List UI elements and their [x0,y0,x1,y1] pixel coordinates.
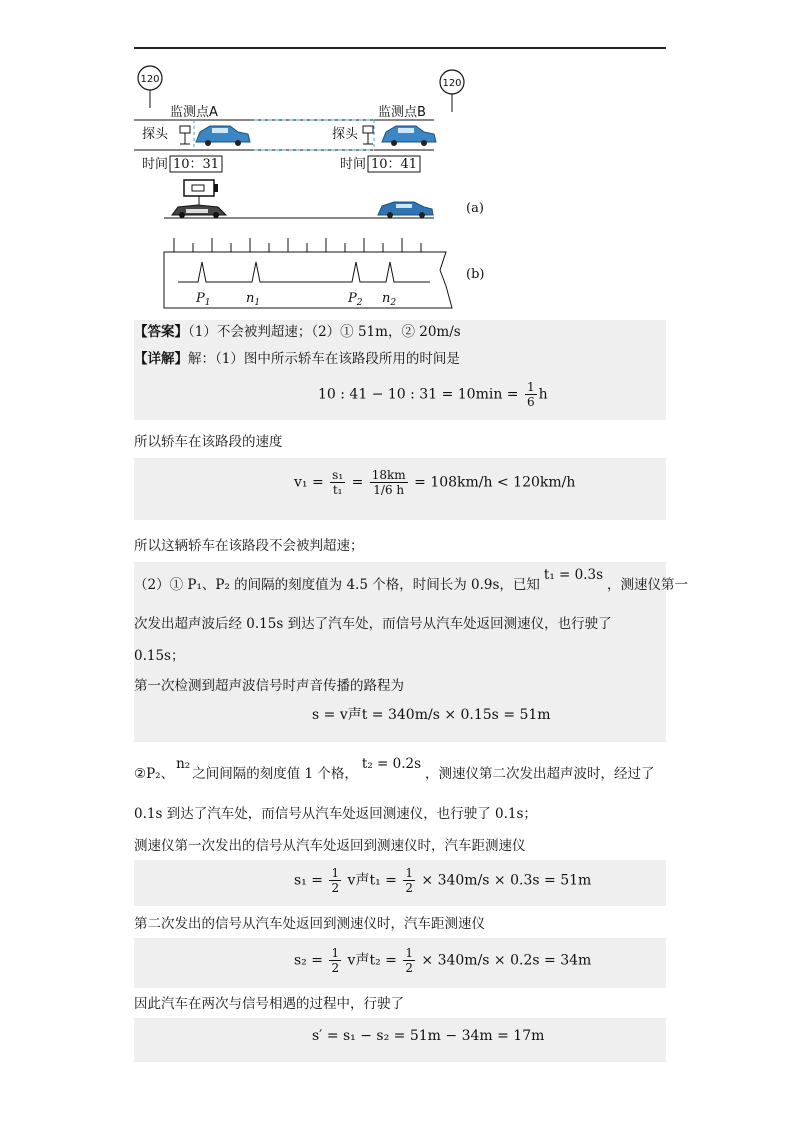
equation-s1: s₁ = $\frac{1}{2}$ v声t₁ = $\frac{1}{2}$ × 340m/s × 0.3s = 51m [294,866,592,895]
pulse-n1-label: $n_1$ [246,291,261,308]
paragraph: 测速仪第一次发出的信号从汽车处返回到测速仪时，汽车距测速仪 [134,838,526,854]
physics-figure [134,60,514,315]
time-a-value: 10：31 [172,157,220,172]
camera-probe-icon [180,126,190,144]
svg-text:120: 120 [442,78,462,89]
equation-sound-distance: s = v声t = 340m/s × 0.15s = 51m [312,707,551,723]
probe-a-label: 探头 [142,127,169,142]
svg-text:120: 120 [140,74,160,85]
pulse-n2-label: $n_2$ [382,291,397,308]
time-b-label: 时间 [340,157,367,172]
time-a-label: 时间 [142,157,169,172]
equation-s2: s₂ = $\frac{1}{2}$ v声t₂ = $\frac{1}{2}$ × 340m/s × 0.2s = 34m [294,946,592,975]
paragraph: 第一次检测到超声波信号时声音传播的路程为 [134,678,404,694]
pulse-p1-label: $P_1$ [196,291,211,308]
speed-meter-icon [184,180,218,205]
police-car-icon [172,205,226,218]
paragraph: ②P₂、n₂之间间隔的刻度值 1 个格，t₂ = 0.2s，测速仪第二次发出超声波时，经过了 [134,756,655,782]
equation-distance-travelled: s′ = s₁ − s₂ = 51m − 34m = 17m [312,1028,545,1044]
equation-speed: v₁ = $\frac{\text{s₁}}{\text{t₁}}$ = $\frac{18km}{1/6 h}$ = 108km/h < 120km/h [294,468,576,497]
answer-line [134,322,666,342]
paragraph: 所以这辆轿车在该路段不会被判超速； [134,538,364,554]
paragraph: 第二次发出的信号从汽车处返回到测速仪时，汽车距测速仪 [134,916,485,932]
speed-limit-sign-right [440,70,464,112]
paragraph: 所以轿车在该路段的速度 [134,434,283,450]
pulse-p2-label: $P_2$ [348,291,363,308]
equation-time: 10 : 41 − 10 : 31 = 10min = $\frac{1}{6}$ h [318,380,548,409]
probe-b-label: 探头 [332,127,359,142]
paragraph: （2）① P₁、P₂ 的间隔的刻度值为 4.5 个格，时间长为 0.9s，已知t₁ = 0.3s，测速仪第一 [134,567,689,593]
point-b-label: 监测点B [378,105,426,120]
figure-label-b: (b) [466,267,485,282]
car-icon [382,126,436,146]
paragraph: 0.15s； [134,648,185,664]
paragraph: 次发出超声波后经 0.15s 到达了汽车处，而信号从汽车处返回测速仪，也行驶了 [134,616,612,632]
detail-tag: 【详解】 [134,351,188,367]
answer-tag: 【答案】 [134,324,188,340]
paragraph: 0.1s 到达了汽车处，而信号从汽车处返回测速仪，也行驶了 0.1s； [134,806,537,822]
camera-probe-icon [363,126,373,144]
top-rule [134,47,666,49]
detail-intro-line [134,349,666,369]
time-b-value: 10：41 [370,157,418,172]
paragraph: 因此汽车在两次与信号相遇的过程中，行驶了 [134,996,404,1012]
car-icon [196,126,250,146]
car-icon [378,202,433,218]
detail-intro: 解：（1）图中所示轿车在该路段所用的时间是 [188,351,460,367]
figure-label-a: (a) [466,201,484,216]
speed-limit-sign-left [138,66,162,108]
answer-text: （1）不会被判超速；（2）① 51m，② 20m/s [188,324,461,340]
point-a-label: 监测点A [170,105,218,120]
